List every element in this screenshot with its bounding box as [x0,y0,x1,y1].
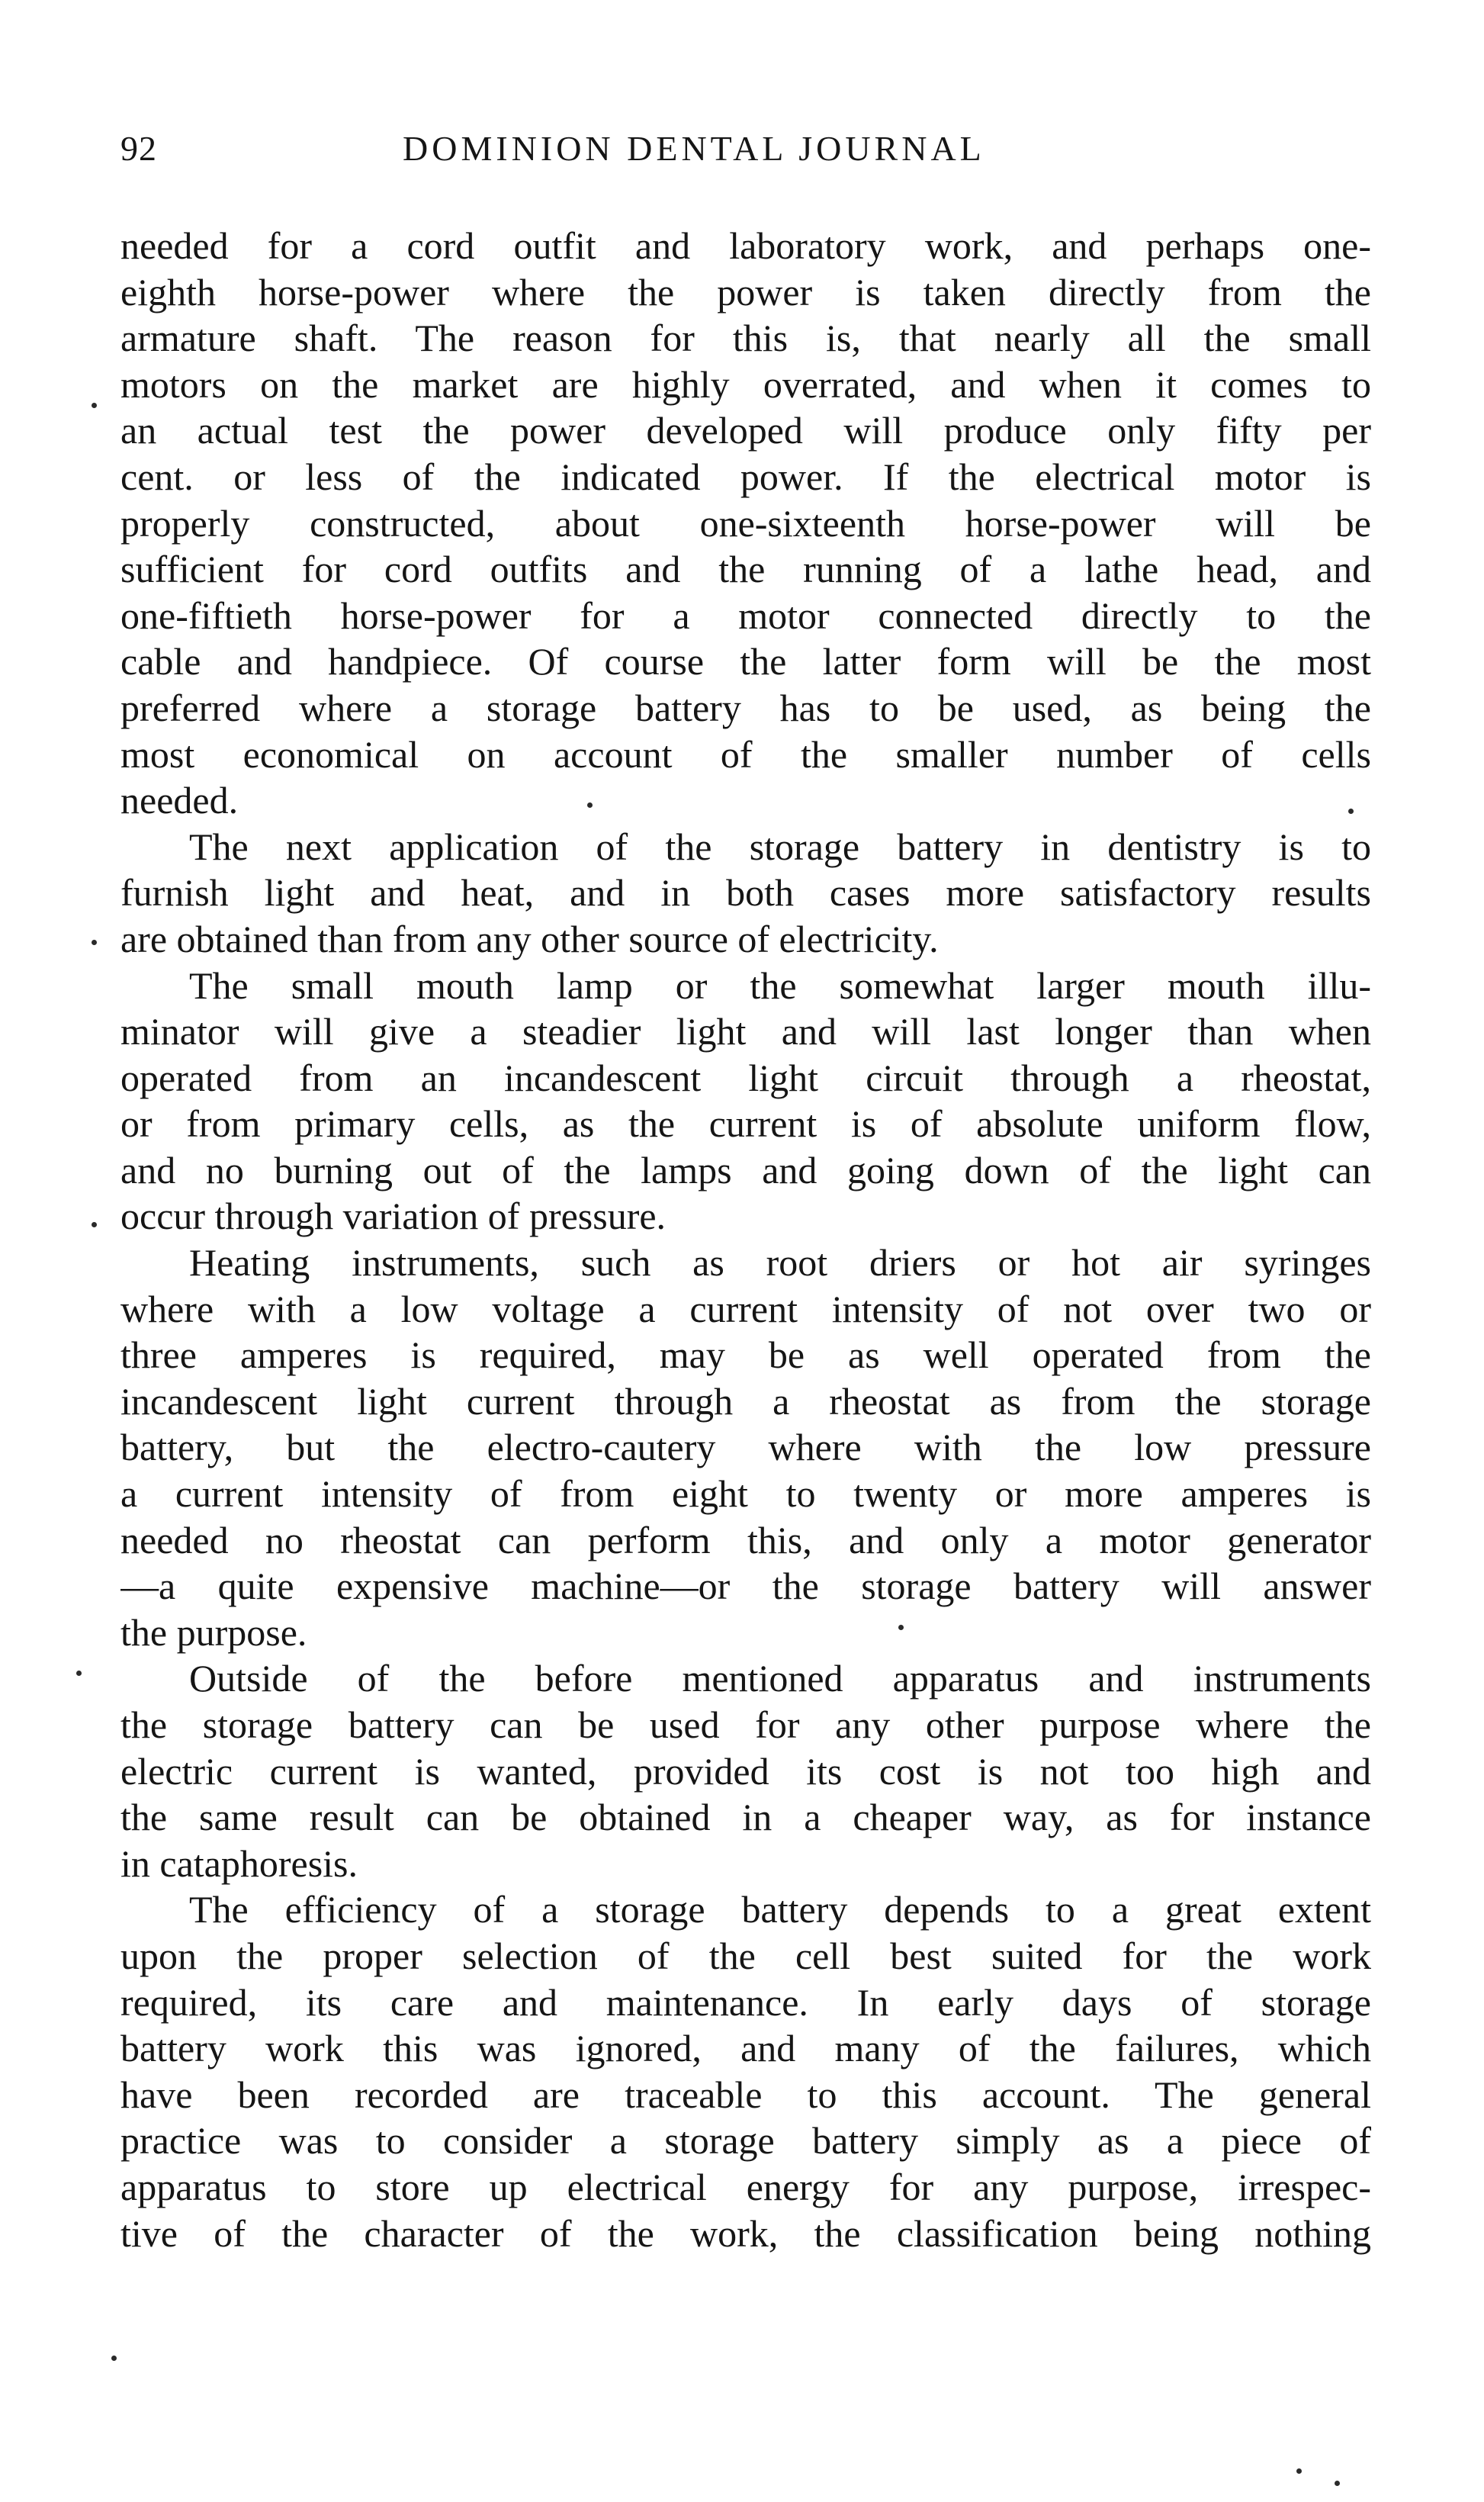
page-number: 92 [120,129,157,168]
text-line: incandescent light current through a rheostat as from the storage [120,1379,1371,1423]
text-line: three amperes is required, may be as well operated from the [120,1333,1371,1377]
paragraph-first-line: The efficiency of a storage battery depends to a great extent [189,1888,1371,1931]
text-line: minator will give a steadier light and will last longer than when [120,1010,1371,1053]
text-line: or from primary cells, as the current is of absolute uniform flow, [120,1102,1371,1146]
text-line: where with a low voltage a current intensity of not over two or [120,1287,1371,1330]
text-line: occur through variation of pressure. [120,1195,667,1238]
text-line: needed. [120,779,239,822]
text-line: eighth horse-power where the power is taken directly from the [120,270,1371,314]
text-line: in cataphoresis. [120,1841,358,1885]
text-line: required, its care and maintenance. In early days of storage [120,1980,1371,2024]
text-line: sufficient for cord outfits and the running of a lathe head, and [120,548,1371,591]
scan-speck [898,1625,904,1630]
text-line: the storage battery can be used for any other purpose where the [120,1703,1371,1746]
scan-speck [1296,2468,1302,2474]
paragraph-first-line: The small mouth lamp or the somewhat larger mouth illu- [189,963,1371,1007]
text-line: tive of the character of the work, the classification being nothing [120,2211,1371,2255]
text-line: cent. or less of the indicated power. If the electrical motor is [120,455,1371,498]
scan-speck [92,1222,97,1227]
text-line: cable and handpiece. Of course the latter form will be the most [120,640,1371,683]
journal-title: DOMINION DENTAL JOURNAL [403,129,985,168]
text-line: upon the proper selection of the cell best suited for the work [120,1934,1371,1977]
scan-speck [587,802,593,808]
text-line: armature shaft. The reason for this is, that nearly all the small [120,317,1371,360]
article-body [120,223,1371,2256]
text-line: electric current is wanted, provided its cost is not too high and [120,1749,1371,1793]
text-line: operated from an incandescent light circuit through a rheostat, [120,1056,1371,1099]
text-line: needed no rheostat can perform this, and only a motor generator [120,1518,1371,1561]
paragraph-first-line: The next application of the storage battery in dentistry is to [189,825,1371,868]
text-line: battery, but the electro-cautery where with the low pressure [120,1426,1371,1469]
text-line: a current intensity of from eight to twenty or more amperes is [120,1472,1371,1516]
text-line: one-fiftieth horse-power for a motor connected directly to the [120,593,1371,637]
paragraph-first-line: Heating instruments, such as root driers or hot air syringes [189,1241,1371,1285]
text-line: are obtained than from any other source of electricity. [120,917,939,960]
scan-speck [1335,2481,1340,2486]
text-line: practice was to consider a storage battery simply as a piece of [120,2119,1371,2163]
scan-speck [92,403,97,408]
text-line: preferred where a storage battery has to be used, as being the [120,686,1371,729]
text-line: properly constructed, about one-sixteenth horse-power will be [120,501,1371,545]
running-head [120,128,1371,182]
text-line: needed for a cord outfit and laboratory work, and perhaps one- [120,224,1371,267]
text-line: the purpose. [120,1610,307,1654]
text-line: battery work this was ignored, and many of the failures, which [120,2027,1371,2070]
scan-speck [76,1671,82,1676]
paragraph-first-line: Outside of the before mentioned apparatus and instruments [189,1657,1371,1700]
text-line: have been recorded are traceable to this account. The general [120,2073,1371,2116]
text-line: an actual test the power developed will produce only fifty per [120,409,1371,452]
text-line: most economical on account of the smaller number of cells [120,732,1371,776]
text-line: furnish light and heat, and in both cases more satisfactory results [120,871,1371,915]
scan-speck [111,2356,117,2361]
text-line: —a quite expensive machine—or the storage battery will answer [120,1565,1371,1608]
scan-speck [1348,809,1354,814]
scan-speck [92,940,97,945]
text-line: and no burning out of the lamps and going down of the light can [120,1148,1371,1192]
text-line: apparatus to store up electrical energy for any purpose, irrespec- [120,2165,1371,2208]
text-line: motors on the market are highly overrated, and when it comes to [120,362,1371,406]
text-line: the same result can be obtained in a cheaper way, as for instance [120,1796,1371,1839]
